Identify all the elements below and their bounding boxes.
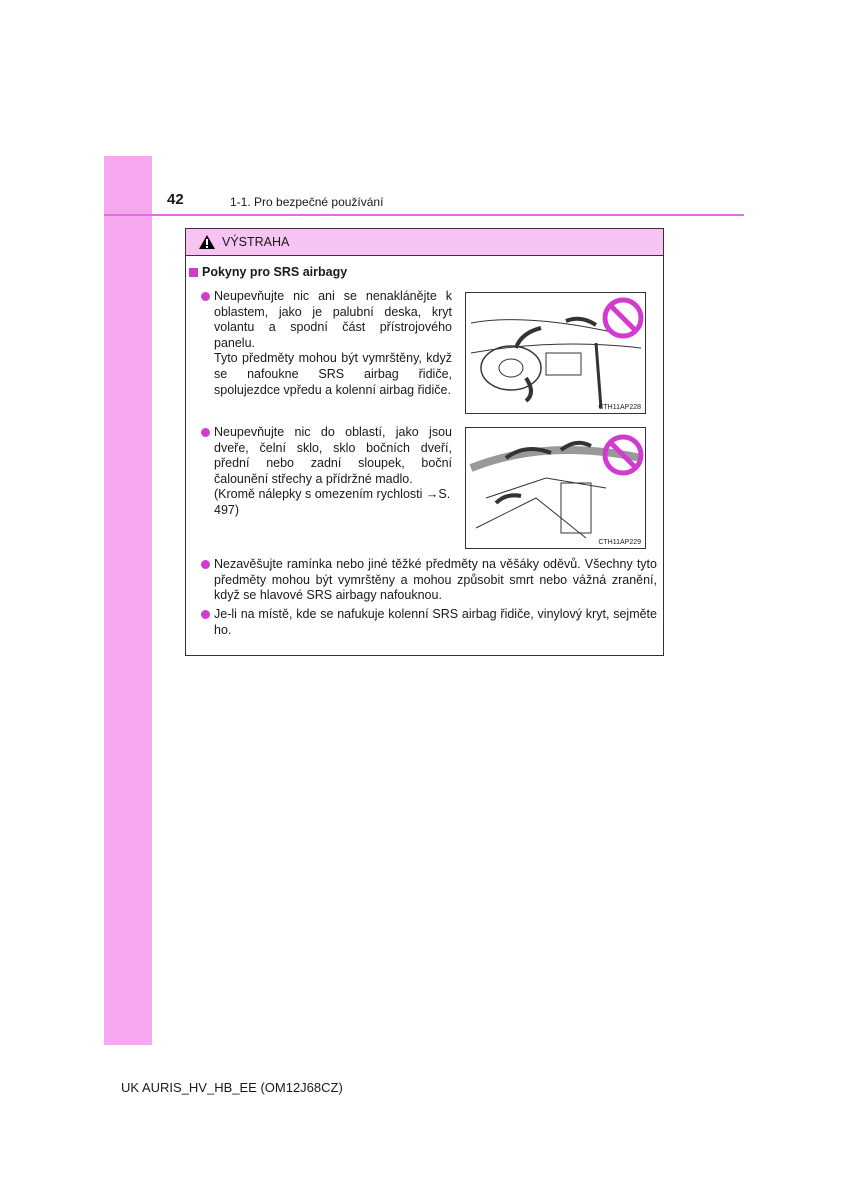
bullet-item xyxy=(214,289,452,398)
bullet-item xyxy=(214,425,452,519)
bullet-dot-icon xyxy=(201,610,210,619)
figure-code: CTH11AP229 xyxy=(598,539,641,546)
header-rule xyxy=(104,214,744,216)
dashboard-drawing xyxy=(466,293,645,413)
bullet-text-continued: Tyto předměty mohou být vymrštěny, když se nafoukne SRS airbag řidiče, spolujezdce vpředu a kolenní airbag řidiče. xyxy=(214,351,452,397)
bullet-item xyxy=(214,607,657,638)
bullet-text: Je-li na místě, kde se nafukuje kolenní SRS airbag řidiče, vinylový kryt, sejměte ho. xyxy=(214,607,657,637)
bullet-dot-icon xyxy=(201,292,210,301)
side-tab xyxy=(104,156,152,1045)
square-bullet-icon xyxy=(189,268,198,277)
page-number: 42 xyxy=(167,191,184,208)
section-title: 1-1. Pro bezpečné používání xyxy=(230,195,384,209)
bullet-text: Neupevňujte nic do oblastí, jako jsou dveře, čelní sklo, sklo bočních dveří, přední nebo zadní sloupek, boční čalounění střechy a přídržné madlo. xyxy=(214,425,452,486)
subheading xyxy=(189,265,347,279)
bullet-item xyxy=(214,557,657,604)
dashboard-illustration xyxy=(465,292,646,414)
footer-code: UK AURIS_HV_HB_EE (OM12J68CZ) xyxy=(121,1080,343,1095)
figure-code: CTH11AP228 xyxy=(598,404,641,411)
bullet-dot-icon xyxy=(201,560,210,569)
warning-box xyxy=(185,228,664,656)
subheading-text: Pokyny pro SRS airbagy xyxy=(202,265,348,279)
warning-triangle-icon xyxy=(198,234,216,250)
bullet-text-continued: (Kromě nálepky s omezením rychlosti →S. 497) xyxy=(214,487,451,517)
warning-title: VÝSTRAHA xyxy=(222,235,290,249)
bullet-text: Neupevňujte nic ani se nenaklánějte k oblastem, jako je palubní deska, kryt volantu a spodní část přístrojového panelu. xyxy=(214,289,452,350)
bullet-dot-icon xyxy=(201,428,210,437)
interior-illustration xyxy=(465,427,646,549)
bullet-text: Nezavěšujte ramínka nebo jiné těžké předměty na věšáky oděvů. Všechny tyto předměty mohou být vymrštěny a mohou způsobit smrt nebo vážná zranění, když se hlavové SRS airbagy nafouknou. xyxy=(214,557,657,603)
interior-drawing xyxy=(466,428,645,548)
warning-header xyxy=(186,229,663,256)
